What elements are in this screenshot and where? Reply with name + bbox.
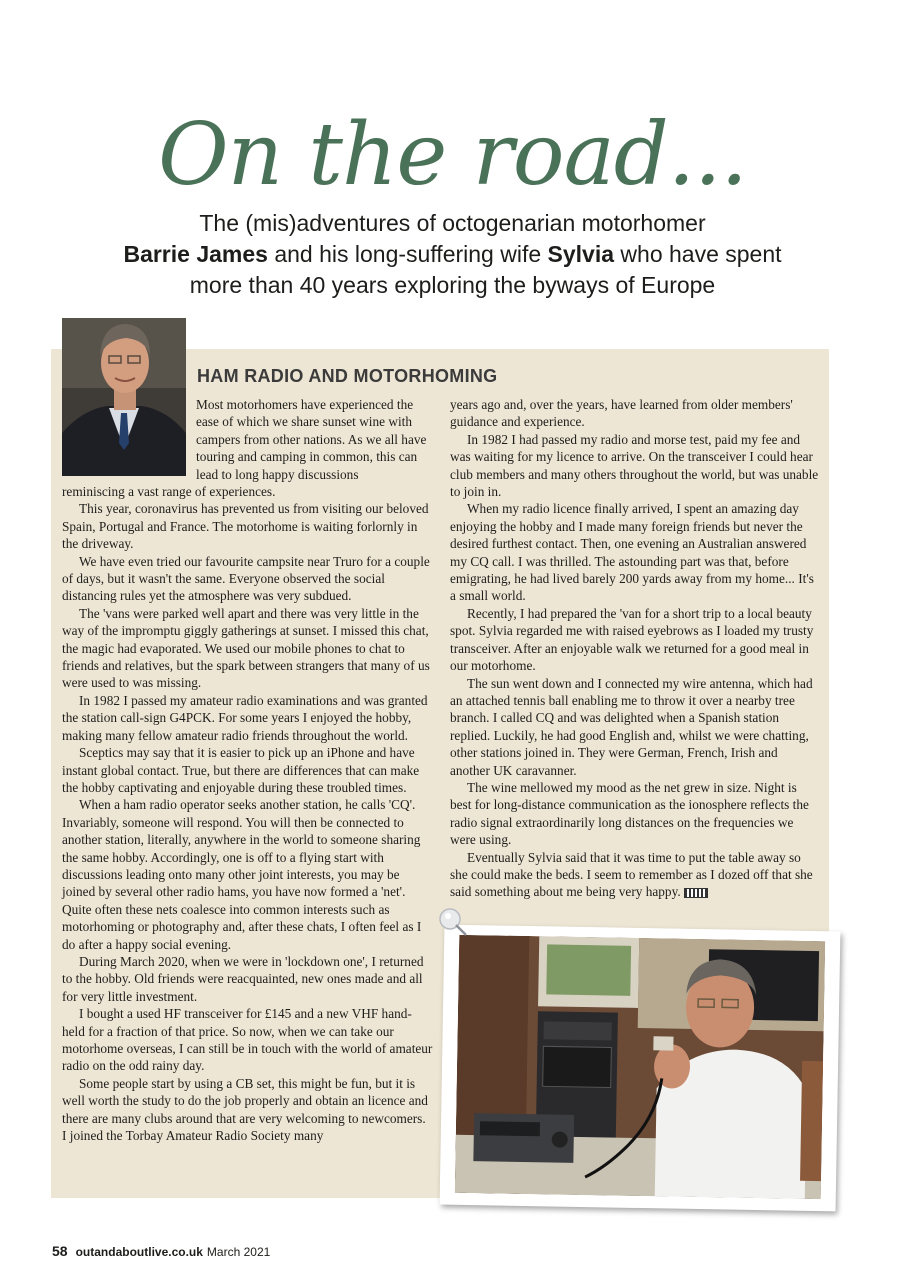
standfirst-line-3: more than 40 years exploring the byways of Europe (189, 272, 716, 298)
standfirst-line-2 (80, 239, 825, 270)
article-paragraph: Recently, I had prepared the 'van for a short trip to a local beauty spot. Sylvia regarded me with raised eyebrows as I loaded my trusty transceiver. After an enjoyable walk we returned for a good meal in our motorhome. (450, 605, 814, 674)
standfirst-line-2-mid: and his long-suffering wife (267, 241, 548, 267)
end-of-article-icon (684, 888, 708, 898)
article-column-left (62, 483, 433, 1144)
article-paragraph: When my radio licence finally arrived, I spent an amazing day enjoying the hobby and I made many foreign friends but never the desired furthest contact. Then, one evening an Australian answered my CQ call. I was thrilled. The astounding part was that, before emigrating, he had lived barely 200 yards away from my home... It's a small world. (450, 501, 814, 604)
article-paragraph: This year, coronavirus has prevented us from visiting our beloved Spain, Portugal and France. The motorhome is waiting forlornly in the driveway. (62, 501, 429, 552)
article-column-left-top (196, 396, 433, 483)
article-paragraph: In 1982 I had passed my radio and morse test, paid my fee and was waiting for my licence to arrive. On the transceiver I could hear club members and many others throughout the world, but was unable to join in. (450, 431, 819, 500)
article-paragraph: We have even tried our favourite campsite near Truro for a couple of days, but it wasn't the same. Everyone observed the social distancing rules yet the atmosphere was very subdued. (62, 553, 430, 604)
article-paragraph: During March 2020, when we were in 'lockdown one', I returned to the hobby. Old friends were reacquainted, new ones made and all for very little investment. (62, 953, 424, 1004)
article-column-right (450, 396, 820, 901)
article-paragraph-text: Eventually Sylvia said that it was time to put the table away so she could make the beds. I seem to remember as I dozed off that she said something about me being very happy. (450, 849, 813, 900)
page-number: 58 (52, 1243, 68, 1259)
article-paragraph: The 'vans were parked well apart and there was very little in the way of the impromptu giggly gatherings at sunset. I missed this chat, the magic had evaporated. We used our mobile phones to chat to friends and relatives, but the spark between strangers that many of us were used to was missing. (62, 605, 430, 691)
article-paragraph: reminiscing a vast range of experiences. (62, 484, 276, 499)
standfirst (80, 208, 825, 301)
photo-frame (440, 925, 841, 1212)
article-paragraph: Most motorhomers have experienced the ease of which we share sunset wine with campers from other nations. As we all have touring and camping in common, this can lead to long happy discussions (196, 397, 427, 482)
author-portrait (62, 318, 186, 476)
article-paragraph: Some people start by using a CB set, this might be fun, but it is well worth the study to do the job properly and obtain an licence and there are many clubs around that are very welcoming to newcomers. I joined the Torbay Amateur Radio Society many (62, 1075, 428, 1144)
pushpin-icon (438, 907, 470, 939)
footer-website: outandaboutlive.co.uk (75, 1245, 203, 1259)
article-paragraph: years ago and, over the years, have learned from older members' guidance and experience. (450, 397, 793, 430)
article-paragraph: In 1982 I passed my amateur radio examinations and was granted the station call-sign G4PCK. For some years I enjoyed the hobby, making many fellow amateur radio friends throughout the world. (62, 692, 428, 743)
wife-name: Sylvia (547, 241, 615, 267)
article-paragraph: The sun went down and I connected my wire antenna, which had an attached tennis ball enabling me to throw it over a nearby tree branch. I called CQ and was delighted when a Spanish station replied. Luckily, he had good English and, whilst we were chatting, other stations joined in. They were German, French, Irish and another UK caravanner. (450, 675, 813, 778)
standfirst-line-2-end: who have spent (614, 241, 782, 267)
article-heading: HAM RADIO AND MOTORHOMING (197, 366, 498, 386)
masthead-title: On the road... (158, 105, 747, 205)
author-name: Barrie James (123, 241, 268, 267)
article-paragraph: When a ham radio operator seeks another station, he calls 'CQ'. Invariably, someone will respond. You will then be connected to another station, literally, anywhere in the world to someone sharing the same hobby. Accordingly, one is off to a flying start with discussions leading onto many other joint interests, you may be joined by several other radio hams, you have now formed a 'net'. Quite often these nets coalesce into common interests such as motorhoming or photography and, after these chats, I often feel as I do after a happy social evening. (62, 797, 422, 952)
article-paragraph: The wine mellowed my mood as the net grew in size. Night is best for long-distance communication as the ionosphere reflects the radio signal extraordinarily long distances on the frequencies we were using. (450, 779, 809, 848)
page-footer (52, 1243, 270, 1259)
standfirst-line-1: The (mis)adventures of octogenarian motorhomer (199, 210, 706, 236)
article-paragraph-last (450, 849, 820, 901)
footer-issue-date: March 2021 (206, 1245, 271, 1259)
radio-photo (455, 935, 825, 1199)
article-paragraph: I bought a used HF transceiver for £145 and a new VHF hand-held for a fraction of that price. So now, when we can take our motorhome overseas, I can still be in touch with the world of amateur radio on the odd rainy day. (62, 1006, 433, 1074)
article-paragraph: Sceptics may say that it is easier to pick up an iPhone and have instant global contact. True, but there are differences that can make the hobby captivating and enjoyable during these troubled times. (62, 745, 420, 795)
